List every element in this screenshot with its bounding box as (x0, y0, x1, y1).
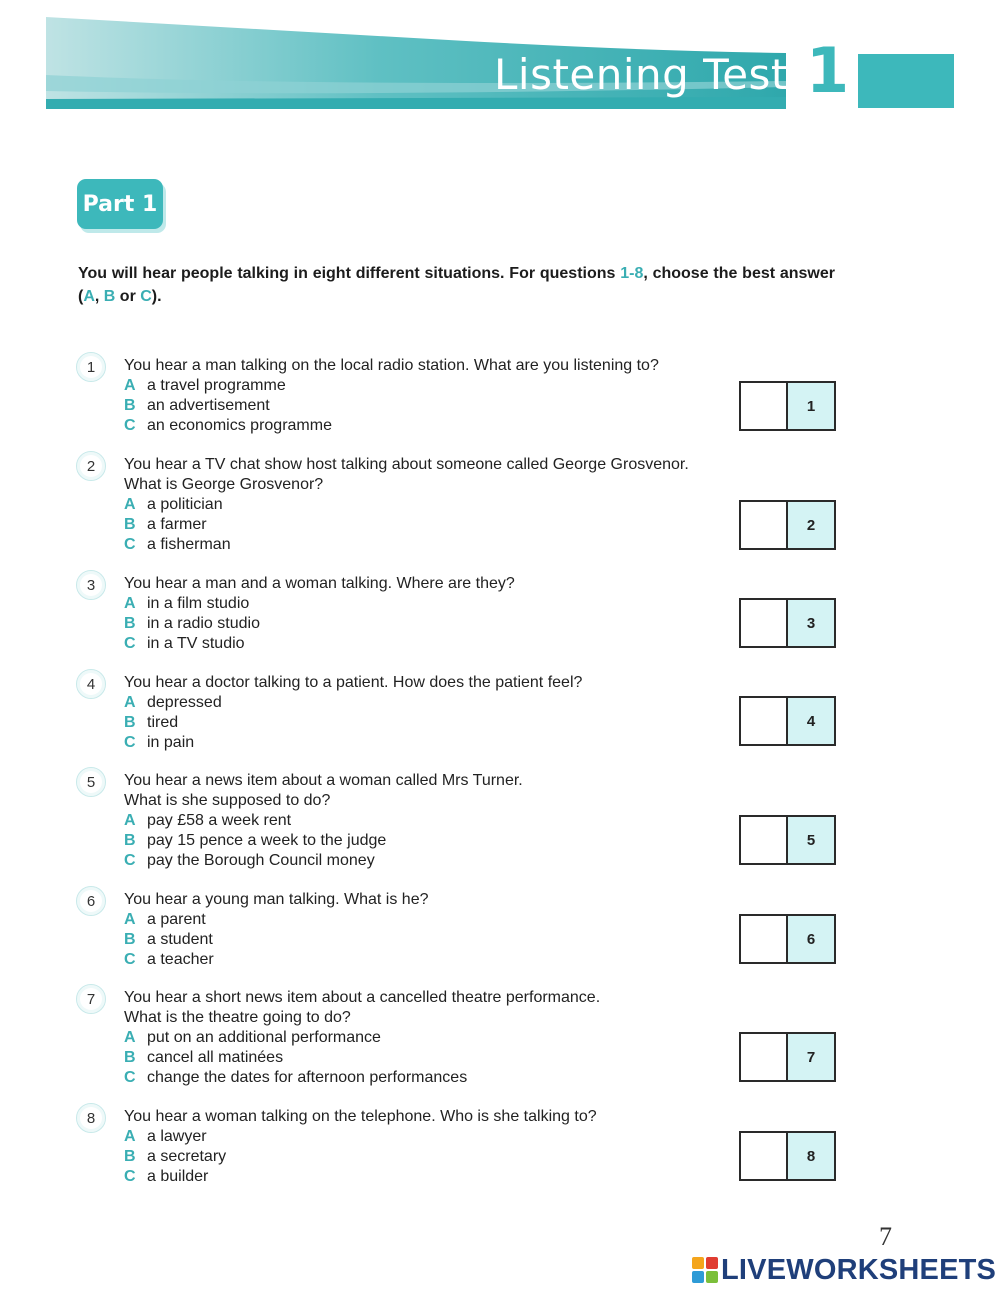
question-4 (76, 673, 756, 753)
option-text: a teacher (147, 951, 214, 968)
question-text: You hear a man and a woman talking. Where are they? (124, 575, 515, 592)
option-text: an economics programme (147, 417, 332, 434)
question-text: You hear a doctor talking to a patient. How does the patient feel? (124, 674, 583, 691)
question-8 (76, 1107, 756, 1187)
option-text: a lawyer (147, 1128, 207, 1145)
question-number: 6 (76, 886, 106, 916)
option-letter: B (124, 714, 136, 731)
option-letter: C (124, 852, 136, 869)
option-c (124, 851, 756, 871)
answer-input-1[interactable] (741, 383, 788, 429)
option-text: a fisherman (147, 536, 231, 553)
question-number: 2 (76, 451, 106, 481)
answer-box-8 (739, 1131, 836, 1181)
question-1 (76, 356, 756, 436)
answer-box-1 (739, 381, 836, 431)
option-letter: A (124, 1128, 136, 1145)
option-letter: C (124, 635, 136, 652)
answer-number: 7 (788, 1034, 834, 1080)
answer-input-4[interactable] (741, 698, 788, 744)
option-text: a politician (147, 496, 223, 513)
option-letter: C (124, 951, 136, 968)
answer-number: 8 (788, 1133, 834, 1179)
question-text: You hear a news item about a woman called Mrs Turner. (124, 772, 523, 789)
option-letter: B (124, 615, 136, 632)
option-b (124, 1147, 756, 1167)
option-letter: A (124, 377, 136, 394)
option-c (124, 950, 756, 970)
option-b-label: B (103, 288, 116, 305)
question-number: 7 (76, 984, 106, 1014)
option-a (124, 376, 756, 396)
question-text: You hear a short news item about a cancelled theatre performance. (124, 989, 601, 1006)
option-b (124, 831, 756, 851)
question-text-2: What is George Grosvenor? (124, 476, 324, 493)
option-letter: A (124, 1029, 136, 1046)
option-text: in pain (147, 734, 195, 751)
question-text-2: What is the theatre going to do? (124, 1009, 351, 1026)
answer-input-5[interactable] (741, 817, 788, 863)
option-letter: B (124, 1148, 136, 1165)
option-letter: C (124, 417, 136, 434)
option-b (124, 396, 756, 416)
page-number: 7 (879, 1222, 892, 1251)
answer-input-3[interactable] (741, 600, 788, 646)
option-c (124, 733, 756, 753)
option-c-label: C (140, 288, 152, 305)
option-text: depressed (147, 694, 222, 711)
option-c (124, 1068, 756, 1088)
answer-number: 4 (788, 698, 834, 744)
question-number: 8 (76, 1103, 106, 1133)
option-c (124, 535, 756, 555)
option-text: tired (147, 714, 179, 731)
answer-number: 1 (788, 383, 834, 429)
question-text: You hear a man talking on the local radio station. What are you listening to? (124, 357, 659, 374)
option-text: pay 15 pence a week to the judge (147, 832, 387, 849)
question-7 (76, 988, 756, 1088)
liveworksheets-icon (692, 1257, 718, 1283)
option-text: pay £58 a week rent (147, 812, 292, 829)
question-number: 4 (76, 669, 106, 699)
option-letter: C (124, 734, 136, 751)
option-b (124, 930, 756, 950)
option-a (124, 910, 756, 930)
answer-number: 3 (788, 600, 834, 646)
option-a (124, 811, 756, 831)
question-3 (76, 574, 756, 654)
option-text: in a film studio (147, 595, 250, 612)
answer-box-5 (739, 815, 836, 865)
instructions-sep: , (94, 288, 104, 305)
test-number: 1 (806, 34, 850, 107)
option-c (124, 1167, 756, 1187)
instructions-text: You will hear people talking in eight different situations. For questions (78, 265, 621, 282)
option-c (124, 634, 756, 654)
option-letter: A (124, 496, 136, 513)
answer-input-7[interactable] (741, 1034, 788, 1080)
option-letter: A (124, 595, 136, 612)
question-text-2: What is she supposed to do? (124, 792, 331, 809)
brand-logo[interactable] (692, 1252, 996, 1288)
option-text: a builder (147, 1168, 209, 1185)
question-number: 1 (76, 352, 106, 382)
option-text: change the dates for afternoon performances (147, 1069, 468, 1086)
option-letter: B (124, 397, 136, 414)
option-a (124, 1028, 756, 1048)
answer-input-8[interactable] (741, 1133, 788, 1179)
header-accent-block (858, 54, 954, 108)
answer-box-6 (739, 914, 836, 964)
question-2 (76, 455, 756, 555)
option-text: a parent (147, 911, 206, 928)
option-b (124, 614, 756, 634)
instructions (78, 262, 835, 308)
question-number: 3 (76, 570, 106, 600)
option-letter: B (124, 1049, 136, 1066)
instructions-text: ). (151, 288, 162, 305)
question-5 (76, 771, 756, 871)
answer-input-6[interactable] (741, 916, 788, 962)
option-a (124, 693, 756, 713)
instructions-text: , choose the best answer ( (78, 265, 836, 305)
option-a (124, 1127, 756, 1147)
question-range: 1-8 (620, 265, 644, 282)
option-text: a travel programme (147, 377, 286, 394)
question-number: 5 (76, 767, 106, 797)
option-letter: A (124, 911, 136, 928)
brand-name: LIVEWORKSHEETS (721, 1253, 997, 1286)
option-a (124, 495, 756, 515)
instructions-sep: or (115, 288, 141, 305)
option-text: put on an additional performance (147, 1029, 381, 1046)
option-b (124, 713, 756, 733)
question-text: You hear a young man talking. What is he? (124, 891, 429, 908)
option-letter: C (124, 1069, 136, 1086)
option-text: pay the Borough Council money (147, 852, 375, 869)
option-a (124, 594, 756, 614)
answer-number: 6 (788, 916, 834, 962)
option-letter: B (124, 931, 136, 948)
part-badge: Part 1 (77, 179, 163, 229)
answer-number: 5 (788, 817, 834, 863)
option-letter: A (124, 812, 136, 829)
question-6 (76, 890, 756, 970)
option-text: a secretary (147, 1148, 227, 1165)
page-title: Listening Test (494, 50, 788, 99)
option-letter: B (124, 516, 136, 533)
option-c (124, 416, 756, 436)
answer-box-3 (739, 598, 836, 648)
question-text: You hear a TV chat show host talking about someone called George Grosvenor. (124, 456, 689, 473)
answer-box-4 (739, 696, 836, 746)
answer-box-7 (739, 1032, 836, 1082)
option-letter: A (124, 694, 136, 711)
option-text: in a TV studio (147, 635, 245, 652)
option-text: an advertisement (147, 397, 270, 414)
option-b (124, 1048, 756, 1068)
option-text: a farmer (147, 516, 207, 533)
option-letter: C (124, 536, 136, 553)
option-letter: C (124, 1168, 136, 1185)
question-text: You hear a woman talking on the telephone. Who is she talking to? (124, 1108, 597, 1125)
option-letter: B (124, 832, 136, 849)
option-b (124, 515, 756, 535)
option-text: in a radio studio (147, 615, 260, 632)
answer-number: 2 (788, 502, 834, 548)
answer-input-2[interactable] (741, 502, 788, 548)
option-text: cancel all matinées (147, 1049, 284, 1066)
answer-box-2 (739, 500, 836, 550)
option-a-label: A (83, 288, 95, 305)
option-text: a student (147, 931, 213, 948)
